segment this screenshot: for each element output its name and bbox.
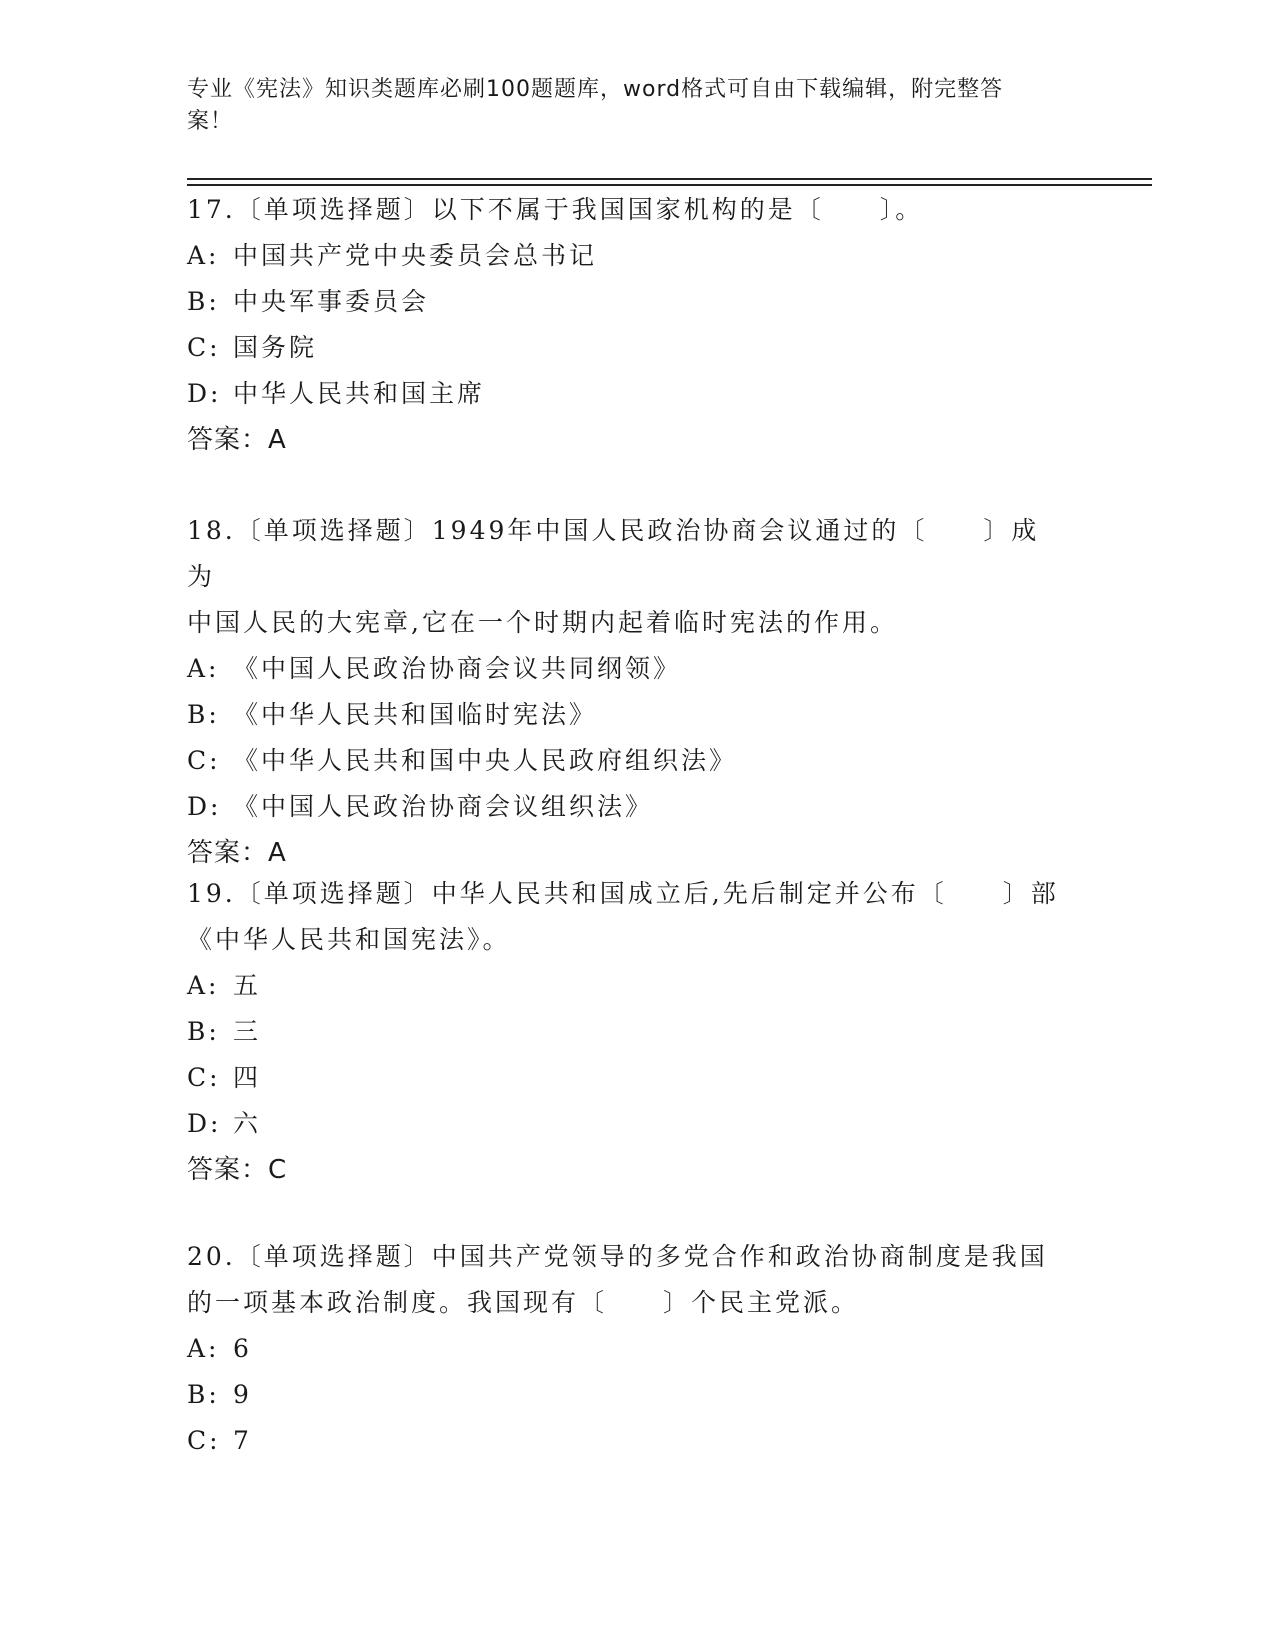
- option-label: C:: [187, 333, 221, 362]
- question-stem-line-1: 19.〔单项选择题〕中华人民共和国成立后,先后制定并公布〔 〕部: [187, 879, 1059, 908]
- option-label: A:: [187, 1334, 220, 1363]
- question-stem-line-2: 的一项基本政治制度。我国现有〔 〕个民主党派。: [187, 1288, 860, 1317]
- option-b: [187, 1009, 1067, 1055]
- option-label: A:: [187, 971, 220, 1000]
- option-d: [187, 784, 1067, 830]
- option-text: 六: [233, 1109, 262, 1138]
- option-c: [187, 325, 1067, 371]
- option-c: [187, 738, 1067, 784]
- option-label: C:: [187, 746, 221, 775]
- answer-line: 答案：C: [187, 1155, 288, 1185]
- option-text: 6: [233, 1334, 252, 1363]
- answer-line: 答案：A: [187, 425, 287, 455]
- option-text: 国务院: [233, 333, 318, 362]
- option-text: 《中国人民政治协商会议共同纲领》: [233, 654, 682, 683]
- question-stem-line-1: 20.〔单项选择题〕中国共产党领导的多党合作和政治协商制度是我国: [187, 1242, 1048, 1271]
- option-c: [187, 1418, 1067, 1464]
- option-label: B:: [187, 1017, 220, 1046]
- option-label: B:: [187, 1380, 220, 1409]
- question-stem-line-2: 中国人民的大宪章,它在一个时期内起着临时宪法的作用。: [187, 608, 898, 637]
- option-text: 《中国人民政治协商会议组织法》: [233, 792, 654, 821]
- option-text: 《中华人民共和国临时宪法》: [233, 700, 598, 729]
- option-label: A:: [187, 654, 220, 683]
- option-d: [187, 371, 1067, 417]
- option-label: B:: [187, 287, 220, 316]
- option-label: A:: [187, 241, 220, 270]
- option-text: 中华人民共和国主席: [233, 379, 486, 408]
- header-divider-bottom: [187, 184, 1152, 186]
- header-line-2: 案！: [187, 109, 234, 134]
- option-label: C:: [187, 1426, 221, 1455]
- question-17: [187, 187, 1067, 463]
- question-18: [187, 508, 1067, 876]
- question-20: [187, 1234, 1067, 1464]
- document-header: [187, 74, 1067, 138]
- option-text: 中央军事委员会: [233, 287, 430, 316]
- option-b: [187, 692, 1067, 738]
- option-c: [187, 1055, 1067, 1101]
- option-label: D:: [187, 792, 222, 821]
- option-text: 《中华人民共和国中央人民政府组织法》: [233, 746, 738, 775]
- option-label: D:: [187, 379, 222, 408]
- option-text: 五: [233, 971, 262, 1000]
- option-a: [187, 1326, 1067, 1372]
- question-stem-line-1: 18.〔单项选择题〕1949年中国人民政治协商会议通过的〔 〕成为: [187, 516, 1040, 591]
- option-d: [187, 1101, 1067, 1147]
- option-text: 7: [233, 1426, 252, 1455]
- option-a: [187, 963, 1067, 1009]
- option-text: 三: [233, 1017, 262, 1046]
- option-label: C:: [187, 1063, 221, 1092]
- option-label: D:: [187, 1109, 222, 1138]
- option-b: [187, 1372, 1067, 1418]
- option-label: B:: [187, 700, 220, 729]
- option-b: [187, 279, 1067, 325]
- header-line-1: 专业《宪法》知识类题库必刷100题题库，word格式可自由下载编辑，附完整答: [187, 77, 1004, 102]
- option-text: 四: [233, 1063, 262, 1092]
- question-stem-line-2: 《中华人民共和国宪法》。: [187, 925, 511, 954]
- option-text: 9: [233, 1380, 252, 1409]
- answer-line: 答案：A: [187, 838, 287, 868]
- option-a: [187, 646, 1067, 692]
- question-19: [187, 871, 1067, 1193]
- question-stem: 17.〔单项选择题〕以下不属于我国国家机构的是〔 〕。: [187, 195, 924, 224]
- option-text: 中国共产党中央委员会总书记: [233, 241, 598, 270]
- option-a: [187, 233, 1067, 279]
- header-divider-top: [187, 178, 1152, 180]
